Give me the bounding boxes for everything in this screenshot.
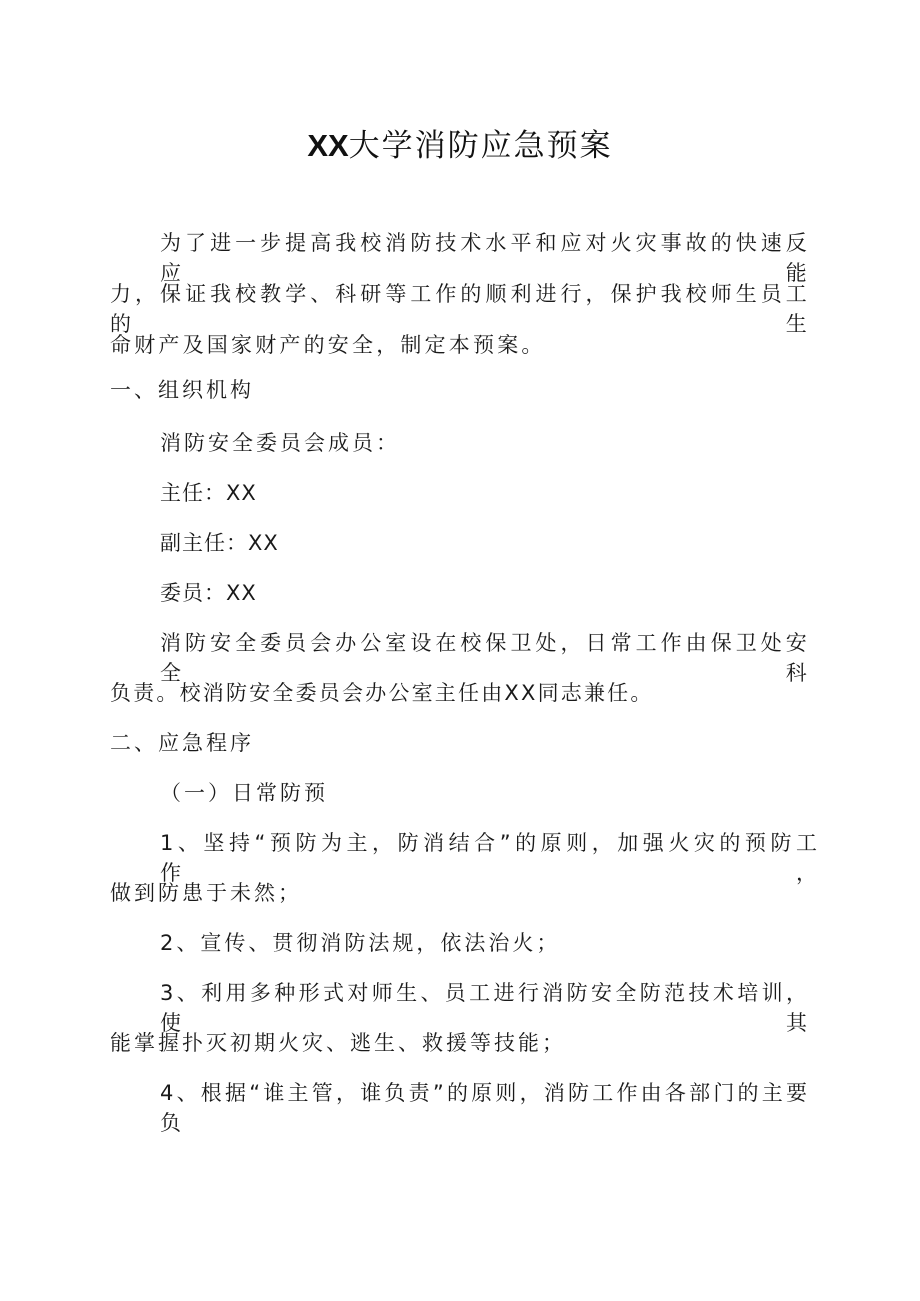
document-title [0,124,920,168]
intro-line-2: 力，保证我校教学、科研等工作的顺利进行，保护我校师生员工的生 [110,282,810,336]
title-prefix: XX [307,128,349,163]
committee-director: 主任：XX [160,481,257,505]
intro-line-1: 为了进一步提高我校消防技术水平和应对火灾事故的快速反应能 [160,231,810,285]
committee-member: 委员：XX [160,581,257,605]
intro-line-3: 命财产及国家财产的安全，制定本预案。 [110,333,546,357]
section-heading-organization: 一、组织机构 [110,378,254,402]
list-item-1-line-2: 做到防患于未然； [110,881,302,905]
committee-members-label: 消防安全委员会成员： [160,431,400,455]
list-item-1-line-1: 1、坚持“预防为主，防消结合”的原则，加强火灾的预防工作， [160,831,820,885]
list-item-4-line-1: 4、根据“谁主管，谁负责”的原则，消防工作由各部门的主要负 [160,1081,810,1135]
section-heading-procedure: 二、应急程序 [110,731,254,755]
list-item-2: 2、宣传、贯彻消防法规，依法治火； [160,931,561,955]
title-text: 大学消防应急预案 [348,128,613,164]
committee-deputy-director: 副主任：XX [160,531,279,555]
office-line-2: 负责。校消防安全委员会办公室主任由XX同志兼任。 [110,681,654,705]
list-item-3-line-2: 能掌握扑灭初期火灾、逃生、救援等技能； [110,1031,566,1055]
subsection-heading-prevention: （一）日常防预 [160,781,328,805]
list-item-3-line-1: 3、利用多种形式对师生、员工进行消防安全防范技术培训，使其 [160,981,810,1035]
office-line-1: 消防安全委员会办公室设在校保卫处，日常工作由保卫处安全科 [160,631,810,685]
